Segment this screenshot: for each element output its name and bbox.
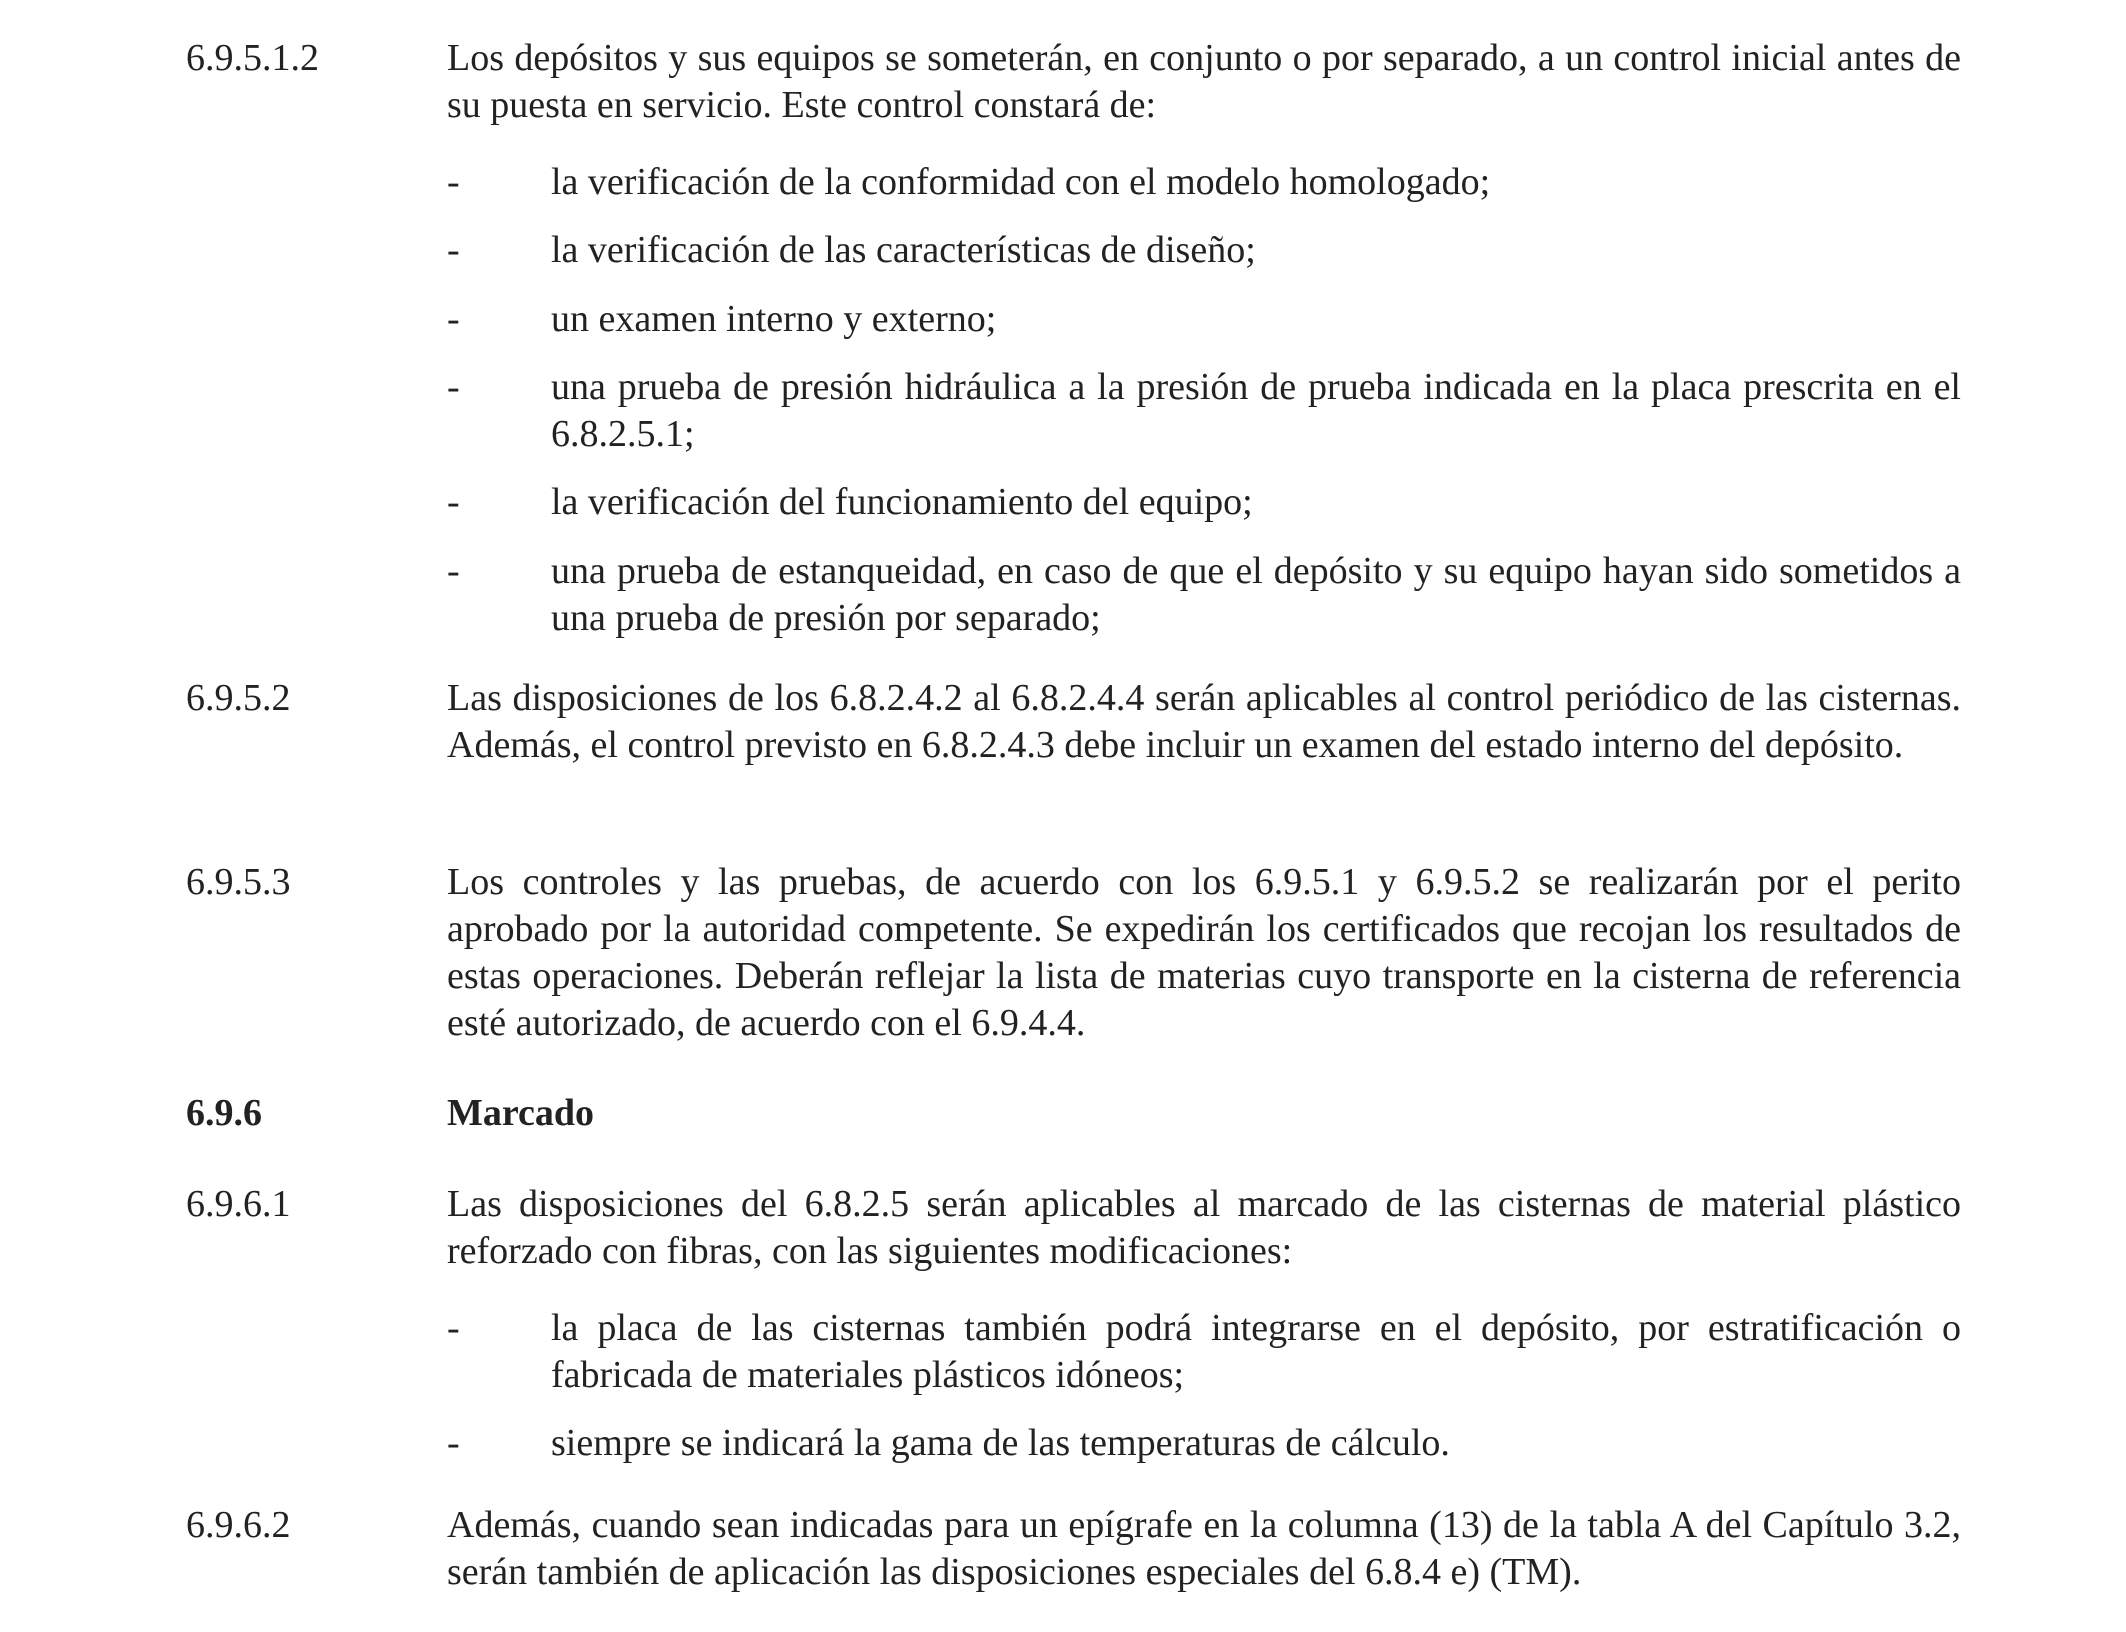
list-item — [447, 548, 1961, 642]
list-item — [447, 159, 1961, 206]
section-6-9-5-3 — [186, 859, 1961, 1047]
list-item — [447, 364, 1961, 458]
section-6-9-5-1-2 — [186, 35, 1961, 129]
list-item-text: la verificación del funcionamiento del equipo; — [551, 481, 1253, 523]
list-dash: - — [447, 550, 460, 592]
section-heading-6-9-6 — [186, 1090, 1961, 1137]
list-item — [447, 1420, 1961, 1467]
list-dash: - — [447, 1307, 460, 1349]
list-item-text: una prueba de presión hidráulica a la presión de prueba indicada en la placa prescrita en el 6.8.2.5.1; — [551, 366, 1961, 455]
section-number: 6.9.6.1 — [186, 1183, 291, 1225]
list-item-text: una prueba de estanqueidad, en caso de que el depósito y su equipo hayan sido sometidos a una prueba de presión por separado; — [551, 550, 1961, 639]
list-item-text: la verificación de la conformidad con el modelo homologado; — [551, 161, 1491, 203]
list-item — [447, 227, 1961, 274]
section-number: 6.9.5.1.2 — [186, 37, 319, 79]
list-dash: - — [447, 481, 460, 523]
section-6-9-6-1 — [186, 1181, 1961, 1275]
section-text: Los controles y las pruebas, de acuerdo con los 6.9.5.1 y 6.9.5.2 se realizarán por el perito aprobado por la autoridad competente. Se expedirán los certificados que recojan los resultados de estas operaciones. Deberán reflejar la lista de materias cuyo transporte en la cisterna de referencia esté autorizado, de acuerdo con el 6.9.4.4. — [447, 861, 1961, 1044]
list-dash: - — [447, 161, 460, 203]
list-item-text: la verificación de las características de diseño; — [551, 229, 1256, 271]
heading-number: 6.9.6 — [186, 1092, 262, 1134]
heading-title: Marcado — [447, 1092, 595, 1134]
list-dash: - — [447, 1422, 460, 1464]
section-number: 6.9.6.2 — [186, 1504, 291, 1546]
section-text: Los depósitos y sus equipos se someterán, en conjunto o por separado, a un control inicial antes de su puesta en servicio. Este control constará de: — [447, 37, 1961, 126]
section-number: 6.9.5.3 — [186, 861, 291, 903]
section-text: Además, cuando sean indicadas para un epígrafe en la columna (13) de la tabla A del Capítulo 3.2, serán también de aplicación las disposiciones especiales del 6.8.4 e) (TM). — [447, 1504, 1961, 1593]
list-item-text: la placa de las cisternas también podrá integrarse en el depósito, por estratificación o fabricada de materiales plásticos idóneos; — [551, 1307, 1961, 1396]
list-item-text: un examen interno y externo; — [551, 298, 997, 340]
list-item — [447, 1305, 1961, 1399]
list-item-text: siempre se indicará la gama de las temperaturas de cálculo. — [551, 1422, 1450, 1464]
list-dash: - — [447, 298, 460, 340]
section-6-9-6-2 — [186, 1502, 1961, 1596]
section-number: 6.9.5.2 — [186, 677, 291, 719]
list-item — [447, 479, 1961, 526]
section-6-9-5-2 — [186, 675, 1961, 769]
list-dash: - — [447, 229, 460, 271]
list-item — [447, 296, 1961, 343]
list-dash: - — [447, 366, 460, 408]
section-text: Las disposiciones del 6.8.2.5 serán aplicables al marcado de las cisternas de material plástico reforzado con fibras, con las siguientes modificaciones: — [447, 1183, 1961, 1272]
section-text: Las disposiciones de los 6.8.2.4.2 al 6.8.2.4.4 serán aplicables al control periódico de las cisternas. Además, el control previsto en 6.8.2.4.3 debe incluir un examen del estado interno del depósito. — [447, 677, 1961, 766]
